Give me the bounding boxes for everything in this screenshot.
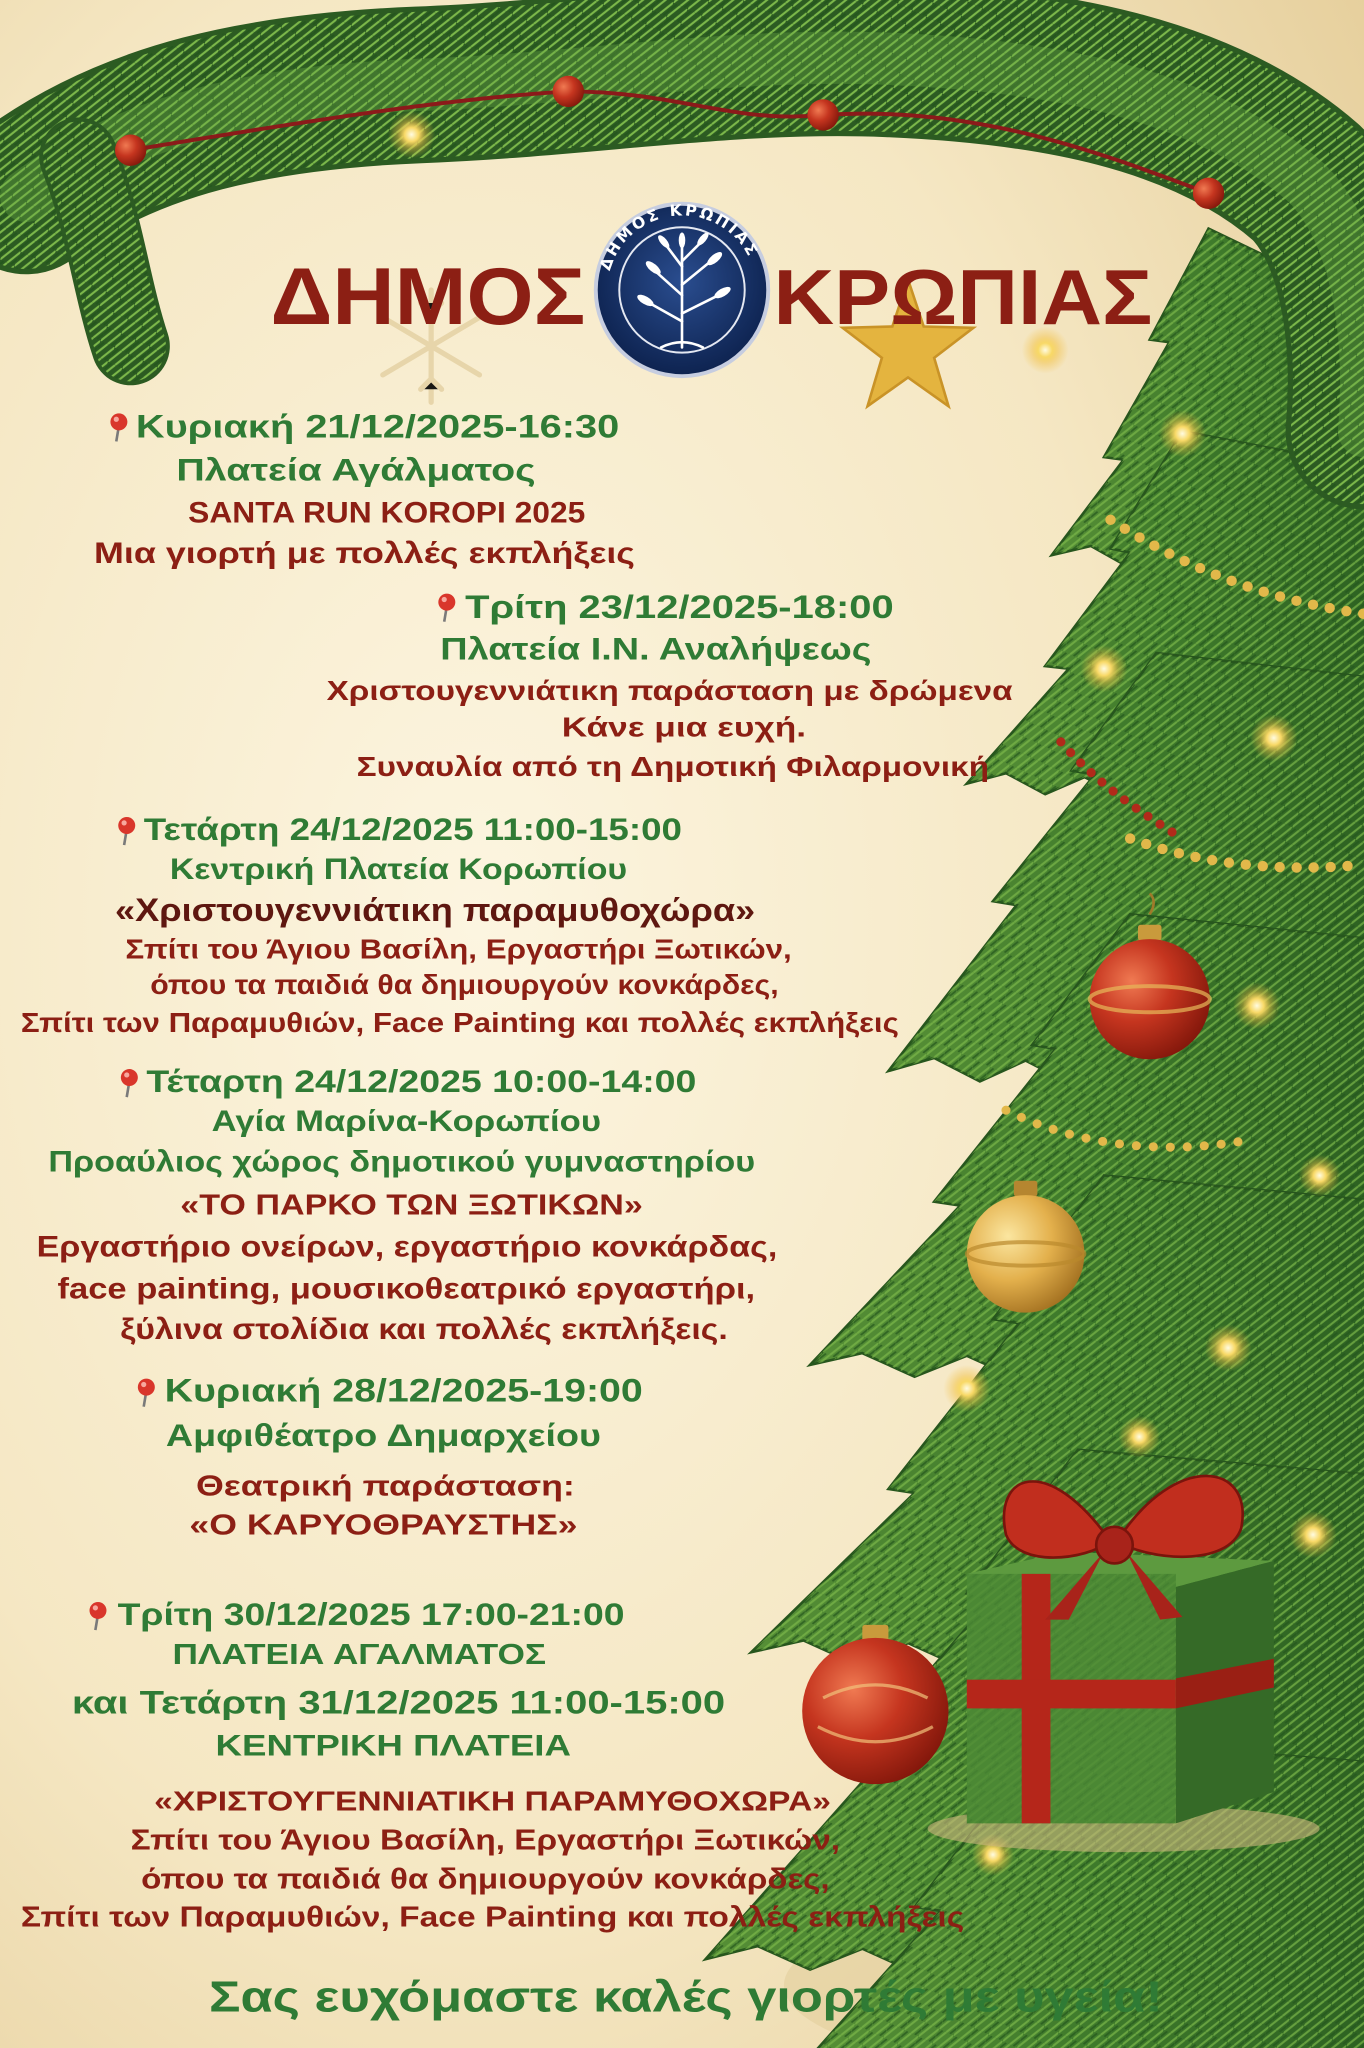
municipality-logo: [595, 200, 768, 376]
event-detail: face painting, μουσικοθεατρικό εργαστήρι,: [57, 1272, 756, 1306]
event-detail: Θεατρική παράσταση:: [195, 1470, 575, 1503]
event-date: Τετάρτη 24/12/2025 11:00-15:00: [143, 811, 683, 847]
event-title: «Χριστουγεννιάτικη παραμυθοχώρα»: [114, 890, 756, 928]
event-detail: όπου τα παιδιά θα δημιουργούν κονκάρδες,: [150, 968, 779, 1000]
event-detail: «Ο ΚΑΡΥΟΘΡΑΥΣΤΗΣ»: [189, 1509, 578, 1542]
event-detail: Μια γιορτή με πολλές εκπλήξεις: [94, 536, 635, 570]
event-venue: Πλατεία Αγάλματος: [176, 452, 536, 488]
event-detail: Σπίτι του Άγιου Βασίλη, Εργαστήρι Ξωτικών,: [125, 933, 792, 965]
event-detail: Κάνε μια ευχή.: [561, 711, 807, 743]
event-date: Κυριακή 28/12/2025-19:00: [164, 1371, 643, 1409]
event-detail: ξύλινα στολίδια και πολλές εκπλήξεις.: [120, 1312, 728, 1346]
event-detail: Σπίτι των Παραμυθιών, Face Painting και πολλές εκπλήξεις: [20, 1901, 965, 1934]
logo-text: ΔΗΜΟΣ ΚΡΩΠΙΑΣ: [595, 200, 764, 273]
event-venue: Αμφιθέατρο Δημαρχείου: [165, 1417, 601, 1453]
event-detail: Χριστουγεννιάτικη παράσταση με δρώμενα: [326, 675, 1013, 707]
event-detail: όπου τα παιδιά θα δημιουργούν κονκάρδες,: [141, 1863, 830, 1896]
event-date: Κυριακή 21/12/2025-16:30: [135, 407, 620, 445]
event-detail: Σπίτι του Άγιου Βασίλη, Εργαστήρι Ξωτικών,: [130, 1824, 841, 1857]
event-detail: Σπίτι των Παραμυθιών, Face Painting και πολλές εκπλήξεις: [20, 1006, 899, 1038]
event-venue: Πλατεία Ι.Ν. Αναλήψεως: [440, 631, 872, 667]
holiday-greeting: Σας ευχόμαστε καλές γιορτές με υγεία!: [209, 1973, 1163, 2022]
event-title: SANTA RUN KOROPI 2025: [188, 496, 586, 530]
event-venue: Αγία Μαρίνα-Κορωπίου: [211, 1105, 601, 1139]
event-date: Τρίτη 30/12/2025 17:00-21:00: [117, 1596, 625, 1632]
event-date: Τέταρτη 24/12/2025 10:00-14:00: [146, 1063, 697, 1099]
event-date: Τρίτη 23/12/2025-18:00: [465, 587, 894, 625]
event-venue: Κεντρική Πλατεία Κορωπίου: [169, 853, 628, 887]
event-title: «ΤΟ ΠΑΡΚΟ ΤΩΝ ΞΩΤΙΚΩΝ»: [180, 1189, 643, 1222]
event-venue-extra: ΚΕΝΤΡΙΚΗ ΠΛΑΤΕΙΑ: [215, 1729, 571, 1763]
title-left: ΔΗΜΟΣ: [270, 251, 586, 342]
title-right: ΚΡΩΠΙΑΣ: [773, 252, 1153, 341]
event-venue: ΠΛΑΤΕΙΑ ΑΓΑΛΜΑΤΟΣ: [172, 1639, 547, 1671]
event-detail: Εργαστήριο ονείρων, εργαστήριο κονκάρδας,: [36, 1230, 778, 1264]
event-title: «ΧΡΙΣΤΟΥΓΕΝΝΙΑΤΙΚΗ ΠΑΡΑΜΥΘΟΧΩΡΑ»: [154, 1785, 831, 1817]
event-detail: Συναυλία από τη Δημοτική Φιλαρμονική: [356, 750, 990, 782]
event-date-extra: και Τετάρτη 31/12/2025 11:00-15:00: [71, 1683, 726, 1721]
event-place: Προαύλιος χώρος δημοτικού γυμναστηρίου: [48, 1145, 756, 1179]
